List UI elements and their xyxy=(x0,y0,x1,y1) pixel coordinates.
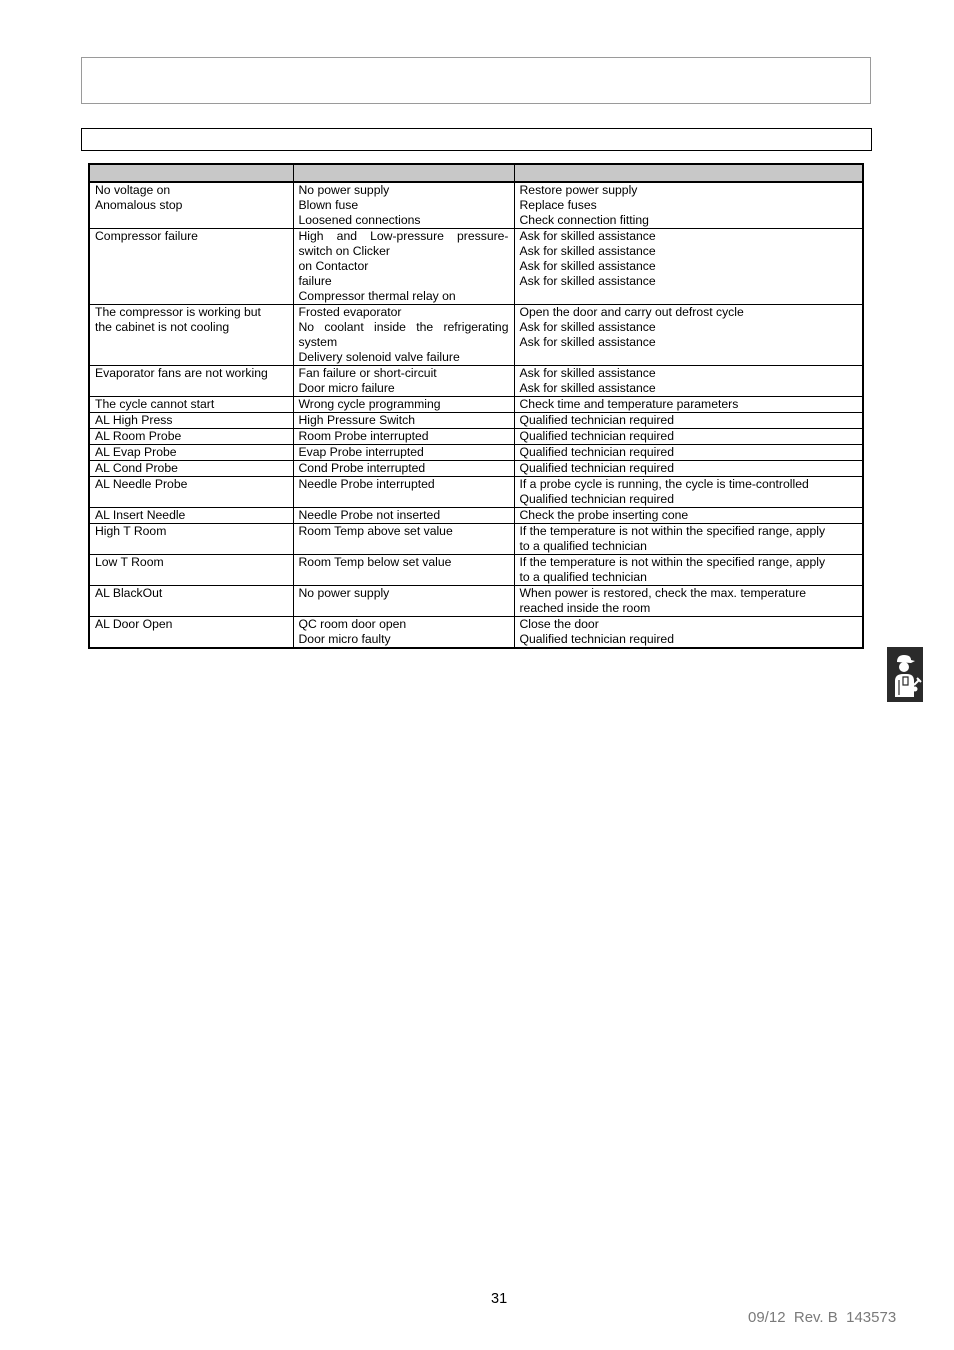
solution-cell-line: If a probe cycle is running, the cycle is time-controlled xyxy=(519,477,809,491)
technician-icon xyxy=(887,647,923,702)
technician-icon-graphic xyxy=(887,647,923,702)
cause-cell-line: Evap Probe interrupted xyxy=(298,445,424,459)
problem-cell xyxy=(89,461,293,477)
problem-cell xyxy=(89,586,293,617)
table-row xyxy=(89,413,863,429)
problem-cell-line: AL BlackOut xyxy=(95,586,163,600)
cause-cell xyxy=(293,586,514,617)
problem-cell xyxy=(89,477,293,508)
problem-cell-line: AL Needle Probe xyxy=(95,477,188,491)
problem-cell-line: AL Cond Probe xyxy=(95,461,178,475)
problem-cell-line: AL Insert Needle xyxy=(95,508,186,522)
solution-cell-line: Ask for skilled assistance xyxy=(519,320,656,334)
cause-cell-line: No power supply xyxy=(298,183,390,197)
solution-cell xyxy=(514,366,863,397)
cause-cell xyxy=(293,461,514,477)
troubleshooting-table xyxy=(88,163,864,649)
cause-cell-line: Cond Probe interrupted xyxy=(298,461,426,475)
solution-cell-line: Close the door xyxy=(519,617,599,631)
cause-cell xyxy=(293,229,514,305)
cause-cell-line: High Pressure Switch xyxy=(298,413,416,427)
cause-cell-line: Room Temp below set value xyxy=(298,555,452,569)
table-header-row xyxy=(89,164,863,182)
solution-cell-line: Ask for skilled assistance xyxy=(519,229,656,243)
cause-cell xyxy=(293,477,514,508)
solution-cell-line: When power is restored, check the max. temperature xyxy=(519,586,807,600)
solution-cell xyxy=(514,477,863,508)
table-row xyxy=(89,182,863,229)
solution-cell-line: Ask for skilled assistance xyxy=(519,244,656,258)
cause-cell xyxy=(293,508,514,524)
solution-cell xyxy=(514,445,863,461)
solution-cell-line: Qualified technician required xyxy=(519,492,674,506)
cause-cell-line: Frosted evaporator xyxy=(298,305,402,319)
cause-cell-line: Fan failure or short-circuit xyxy=(298,366,437,380)
subheader-box xyxy=(81,128,872,151)
solution-cell-line: Ask for skilled assistance xyxy=(519,366,656,380)
cause-cell-line: Loosened connections xyxy=(298,213,421,227)
header-cell-problem xyxy=(89,164,293,182)
solution-cell-line: Qualified technician required xyxy=(519,632,674,646)
solution-cell xyxy=(514,586,863,617)
cause-cell xyxy=(293,397,514,413)
cause-cell xyxy=(293,182,514,229)
solution-cell-line: Replace fuses xyxy=(519,198,597,212)
problem-cell-line: The compressor is working but xyxy=(95,305,261,319)
cause-cell-line: system xyxy=(298,335,338,349)
cause-cell-line: Wrong cycle programming xyxy=(298,397,441,411)
table-row xyxy=(89,524,863,555)
cause-cell-line: Needle Probe interrupted xyxy=(298,477,435,491)
cause-cell-line: Delivery solenoid valve failure xyxy=(298,350,460,364)
table-row xyxy=(89,586,863,617)
solution-cell xyxy=(514,617,863,649)
problem-cell-line: Anomalous stop xyxy=(95,198,183,212)
cause-cell xyxy=(293,524,514,555)
problem-cell xyxy=(89,445,293,461)
table-row xyxy=(89,555,863,586)
cause-cell-line: Blown fuse xyxy=(298,198,359,212)
solution-cell xyxy=(514,229,863,305)
problem-cell xyxy=(89,182,293,229)
cause-cell xyxy=(293,555,514,586)
problem-cell-line: the cabinet is not cooling xyxy=(95,320,230,334)
solution-cell-line: Check connection fitting xyxy=(519,213,649,227)
header-cell-solution xyxy=(514,164,863,182)
cause-cell xyxy=(293,366,514,397)
solution-cell-line: Open the door and carry out defrost cycle xyxy=(519,305,744,319)
problem-cell-line: Low T Room xyxy=(95,555,164,569)
header-box xyxy=(81,57,871,104)
problem-cell xyxy=(89,617,293,649)
cause-cell-line: on Contactor xyxy=(298,259,369,273)
cause-cell-line: failure xyxy=(298,274,332,288)
solution-cell-line: Qualified technician required xyxy=(519,445,674,459)
problem-cell-line: High T Room xyxy=(95,524,167,538)
solution-cell-line: If the temperature is not within the specified range, apply xyxy=(519,555,826,569)
solution-cell xyxy=(514,397,863,413)
solution-cell-line: Ask for skilled assistance xyxy=(519,381,656,395)
table-row xyxy=(89,397,863,413)
solution-cell xyxy=(514,305,863,366)
solution-cell-line: reached inside the room xyxy=(519,601,651,615)
solution-cell-line: Qualified technician required xyxy=(519,413,674,427)
solution-cell xyxy=(514,461,863,477)
cause-cell-line: QC room door open xyxy=(298,617,407,631)
cause-cell-line: Compressor thermal relay on xyxy=(298,289,456,303)
solution-cell xyxy=(514,182,863,229)
problem-cell-line: AL Door Open xyxy=(95,617,173,631)
table-row xyxy=(89,477,863,508)
problem-cell-line: AL Evap Probe xyxy=(95,445,177,459)
solution-cell-line: Ask for skilled assistance xyxy=(519,274,656,288)
cause-cell xyxy=(293,413,514,429)
table-body xyxy=(89,182,863,648)
page-number: 31 xyxy=(491,1291,508,1307)
solution-cell-line: Check time and temperature parameters xyxy=(519,397,739,411)
problem-cell xyxy=(89,229,293,305)
solution-cell-line: Qualified technician required xyxy=(519,461,674,475)
cause-cell-line: switch on Clicker xyxy=(298,244,390,258)
solution-cell-line: to a qualified technician xyxy=(519,570,647,584)
solution-cell-line: Check the probe inserting cone xyxy=(519,508,689,522)
problem-cell xyxy=(89,366,293,397)
table-row xyxy=(89,508,863,524)
cause-cell xyxy=(293,429,514,445)
problem-cell-line: Evaporator fans are not working xyxy=(95,366,268,380)
solution-cell-line: Restore power supply xyxy=(519,183,638,197)
table-row xyxy=(89,305,863,366)
problem-cell xyxy=(89,413,293,429)
solution-cell-line: to a qualified technician xyxy=(519,539,647,553)
cause-cell-line: Room Temp above set value xyxy=(298,524,453,538)
problem-cell xyxy=(89,508,293,524)
solution-cell xyxy=(514,555,863,586)
problem-cell xyxy=(89,429,293,445)
table-row xyxy=(89,617,863,649)
cause-cell-line: No coolant inside the refrigerating xyxy=(298,320,509,334)
table-row xyxy=(89,461,863,477)
table-row xyxy=(89,229,863,305)
cause-cell-line: Door micro faulty xyxy=(298,632,391,646)
cause-cell xyxy=(293,617,514,649)
problem-cell xyxy=(89,305,293,366)
header-cell-cause xyxy=(293,164,514,182)
problem-cell xyxy=(89,555,293,586)
solution-cell xyxy=(514,413,863,429)
cause-cell-line: No power supply xyxy=(298,586,390,600)
cause-cell xyxy=(293,445,514,461)
solution-cell-line: Ask for skilled assistance xyxy=(519,259,656,273)
solution-cell-line: Qualified technician required xyxy=(519,429,674,443)
solution-cell xyxy=(514,524,863,555)
problem-cell-line: Compressor failure xyxy=(95,229,198,243)
cause-cell xyxy=(293,305,514,366)
table-row xyxy=(89,429,863,445)
table-row xyxy=(89,445,863,461)
problem-cell-line: AL Room Probe xyxy=(95,429,182,443)
revision-code: 09/12 Rev. B 143573 xyxy=(748,1309,897,1326)
problem-cell-line: No voltage on xyxy=(95,183,171,197)
problem-cell-line: The cycle cannot start xyxy=(95,397,215,411)
cause-cell-line: High and Low-pressure pressure- xyxy=(298,229,509,243)
problem-cell xyxy=(89,397,293,413)
solution-cell-line: Ask for skilled assistance xyxy=(519,335,656,349)
cause-cell-line: Needle Probe not inserted xyxy=(298,508,441,522)
problem-cell xyxy=(89,524,293,555)
cause-cell-line: Door micro failure xyxy=(298,381,395,395)
solution-cell xyxy=(514,429,863,445)
cause-cell-line: Room Probe interrupted xyxy=(298,429,429,443)
problem-cell-line: AL High Press xyxy=(95,413,173,427)
solution-cell-line: If the temperature is not within the specified range, apply xyxy=(519,524,826,538)
table-row xyxy=(89,366,863,397)
solution-cell xyxy=(514,508,863,524)
